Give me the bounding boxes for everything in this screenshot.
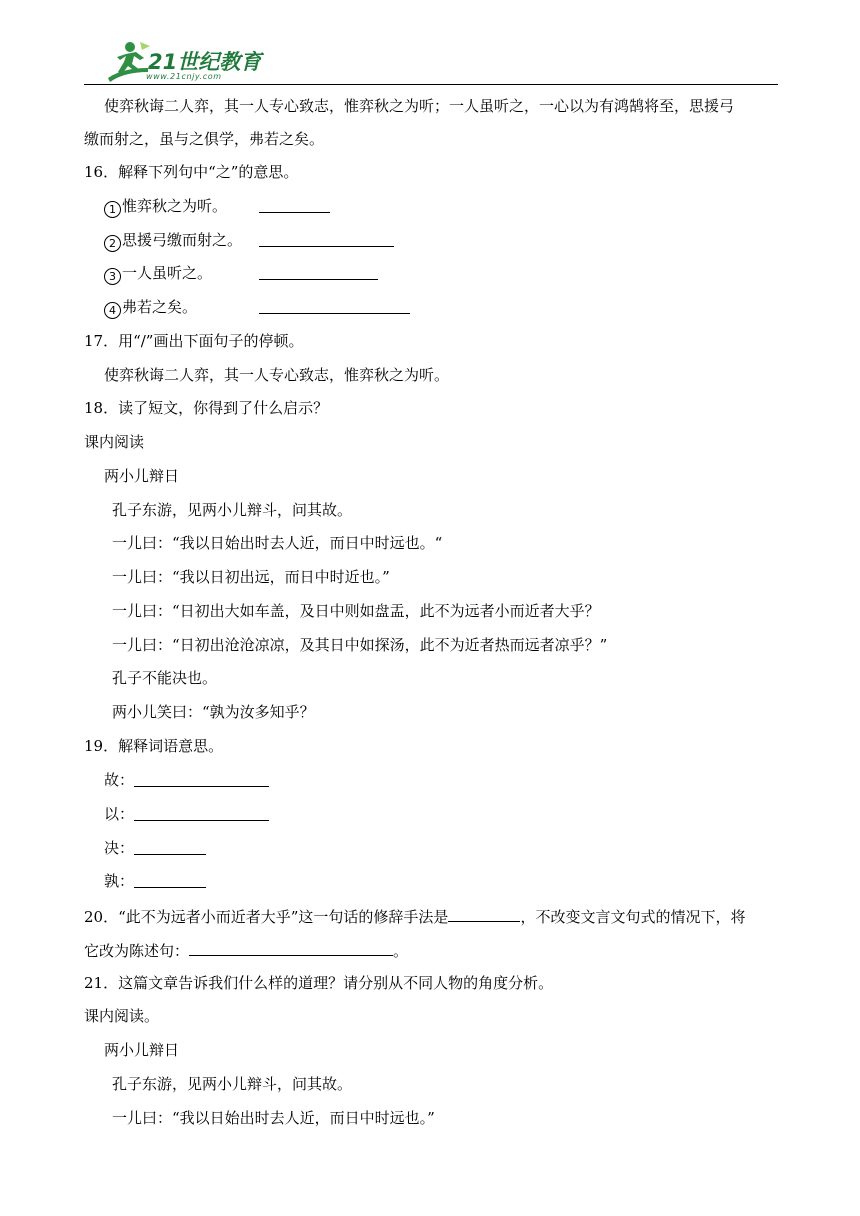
logo-text: 21世纪教育	[148, 50, 262, 74]
question-17: 17．用“/”画出下面句子的停顿。	[84, 332, 304, 350]
logo-url: www.21cnjy.com	[146, 72, 222, 81]
answer-blank[interactable]	[134, 770, 269, 787]
q16-item-text: 弗若之矣。	[122, 298, 198, 316]
circled-number: 4	[104, 302, 121, 319]
answer-blank[interactable]	[259, 196, 330, 213]
q20-text: ，不改变文言文句式的情况下，将	[520, 908, 746, 926]
site-logo	[100, 38, 270, 84]
passage-line: 缴而射之，虽与之俱学，弗若之矣。	[84, 130, 325, 148]
q19-item-label: 以：	[104, 805, 135, 823]
section-label: 课内阅读	[84, 433, 145, 451]
passage-line: 一儿曰：“日初出大如车盖，及日中则如盘盂，此不为远者小而近者大乎？	[112, 602, 600, 620]
q16-item	[104, 196, 227, 218]
answer-blank[interactable]	[259, 297, 410, 314]
answer-blank[interactable]	[448, 905, 520, 922]
passage-line: 一儿曰：“我以日始出时去人近，而日中时远也。“	[112, 534, 443, 552]
q16-item	[104, 297, 197, 319]
page-header	[0, 0, 860, 90]
answer-blank[interactable]	[134, 804, 269, 821]
passage-line: 孔子东游，见两小儿辩斗，问其故。	[112, 1075, 353, 1093]
circled-number: 3	[104, 268, 121, 285]
question-21: 21．这篇文章告诉我们什么样的道理？请分别从不同人物的角度分析。	[84, 974, 554, 992]
q20-text: 它改为陈述句：	[84, 942, 190, 960]
passage-line: 一儿曰：“日初出沧沧凉凉，及其日中如探汤，此不为近者热而远者凉乎？”	[112, 636, 608, 654]
circled-number: 2	[104, 235, 121, 252]
section-label: 课内阅读。	[84, 1007, 160, 1025]
passage-title: 两小儿辩日	[104, 1041, 180, 1059]
q19-item-label: 故：	[104, 771, 135, 789]
circled-number: 1	[104, 201, 121, 218]
passage-line: 一儿曰：“我以日始出时去人近，而日中时远也。”	[112, 1109, 435, 1127]
passage-line: 孔子不能决也。	[112, 669, 218, 687]
answer-blank[interactable]	[189, 939, 393, 956]
q19-item-label: 决：	[104, 839, 135, 857]
header-divider	[84, 84, 778, 85]
passage-line: 使弈秋诲二人弈，其一人专心致志，惟弈秋之为听；一人虽听之，一心以为有鸿鹄将至，思援弓	[104, 97, 735, 115]
passage-line: 孔子东游，见两小儿辩斗，问其故。	[112, 501, 353, 519]
q19-item	[104, 838, 134, 858]
question-18: 18．读了短文，你得到了什么启示？	[84, 399, 329, 417]
question-16: 16．解释下列句中“之”的意思。	[84, 163, 299, 181]
q16-item-text: 惟弈秋之为听。	[122, 197, 228, 215]
q19-item	[104, 804, 134, 824]
passage-title: 两小儿辩日	[104, 467, 180, 485]
answer-blank[interactable]	[134, 838, 206, 855]
q20-text: 。	[393, 942, 409, 960]
q16-item	[104, 263, 212, 285]
q20-text: 20．“此不为远者小而近者大乎”这一句话的修辞手法是	[84, 908, 449, 926]
q19-item	[104, 770, 134, 790]
answer-blank[interactable]	[134, 871, 206, 888]
q17-sentence: 使弈秋诲二人弈，其一人专心致志，惟弈秋之为听。	[104, 366, 450, 384]
passage-line: 两小儿笑曰：“孰为汝多知乎？	[112, 703, 315, 721]
q16-item-text: 思援弓缴而射之。	[122, 231, 243, 249]
question-20	[84, 905, 745, 927]
answer-blank[interactable]	[259, 263, 378, 280]
q16-item-text: 一人虽听之。	[122, 264, 213, 282]
q16-item	[104, 230, 242, 252]
q19-item	[104, 871, 134, 891]
question-19: 19．解释词语意思。	[84, 737, 224, 755]
answer-blank[interactable]	[259, 230, 394, 247]
question-20-cont	[84, 939, 408, 961]
passage-line: 一儿曰：“我以日初出远，而日中时近也。”	[112, 568, 390, 586]
q19-item-label: 孰：	[104, 872, 135, 890]
runner-icon	[100, 38, 152, 84]
